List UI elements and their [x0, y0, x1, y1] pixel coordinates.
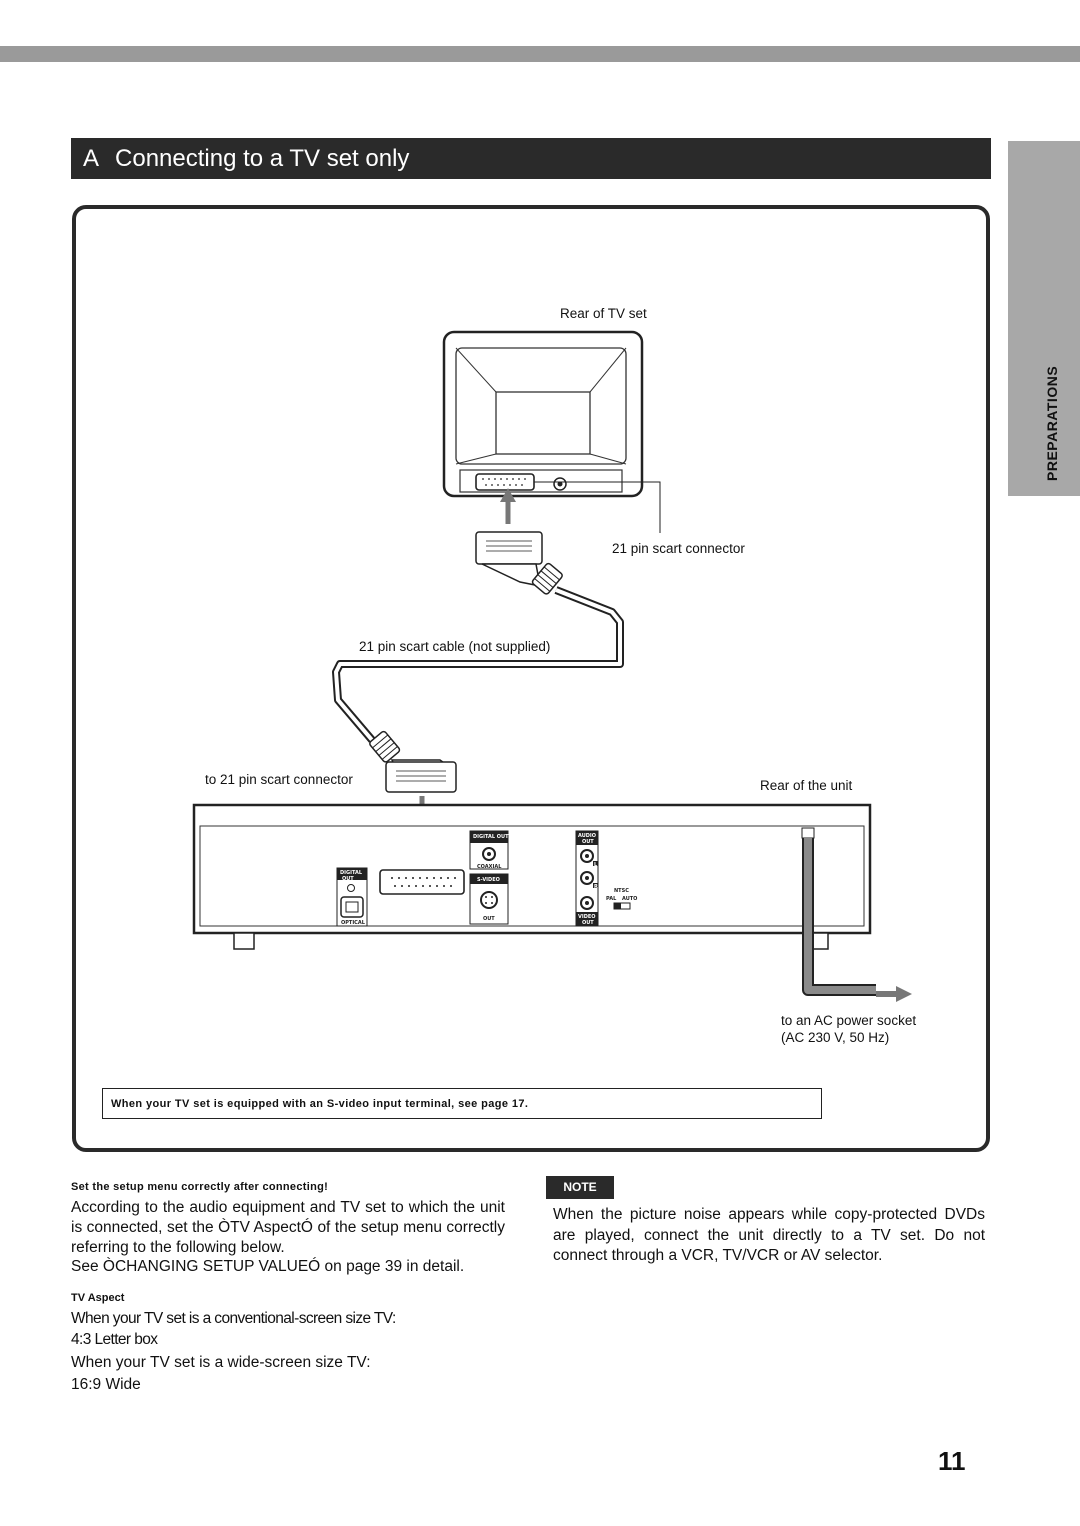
tv-rear-label: Rear of TV set: [560, 306, 647, 321]
section-title: Connecting to a TV set only: [115, 145, 410, 172]
panel-pal-label: PAL: [606, 896, 617, 902]
panel-digital-out-sub-label: OUT: [342, 876, 354, 882]
scart-plug-bottom: [369, 730, 456, 792]
panel-video-out-label: OUT: [582, 920, 594, 926]
panel-digital-label: DIGITAL: [340, 870, 363, 876]
power-socket-label: to an AC power socket: [781, 1013, 917, 1028]
panel-coaxial-label: COAXIAL: [477, 864, 502, 870]
unit-connector-label: to 21 pin scart connector: [205, 772, 353, 787]
panel-audio-out-label: OUT: [582, 839, 594, 845]
panel-audio-label: AUDIO: [578, 833, 597, 839]
wide-tv-value: 16:9 Wide: [71, 1376, 141, 1393]
conventional-tv-value: 4:3 Letter box: [71, 1331, 158, 1348]
panel-r-label: R: [594, 884, 598, 890]
panel-digital-out-label: DIGITAL OUT: [473, 834, 509, 840]
side-tab-label: PREPARATIONS: [1044, 365, 1060, 481]
panel-l-label: L: [594, 862, 598, 868]
see-reference-line: See ÒCHANGING SETUP VALUEÓ on page 39 in detail.: [71, 1258, 465, 1275]
panel-auto-label: AUTO: [622, 896, 638, 902]
tv-aspect-label: TV Aspect: [71, 1292, 125, 1304]
svideo-note-box: When your TV set is equipped with an S-video input terminal, see page 17.: [102, 1088, 822, 1119]
section-letter: A: [83, 145, 100, 172]
unit-rear-illustration: [194, 805, 870, 949]
conventional-tv-line: When your TV set is a conventional-screen size TV:: [71, 1310, 396, 1327]
unit-rear-label: Rear of the unit: [760, 778, 853, 793]
wide-tv-line: When your TV set is a wide-screen size TV:: [71, 1354, 371, 1371]
note-badge: NOTE: [546, 1176, 614, 1199]
setup-heading: Set the setup menu correctly after connecting!: [71, 1181, 329, 1193]
note-text: When the picture noise appears while copy-protected DVDs are played, connect the unit directly to a TV set. Do not connect through a VCR, TV/VCR or AV selector.: [553, 1206, 985, 1264]
page-number: 11: [938, 1446, 966, 1476]
panel-svideo-label: S-VIDEO: [477, 877, 500, 883]
panel-ntsc-label: NTSC: [614, 888, 629, 894]
setup-paragraph: According to the audio equipment and TV set to which the unit is connected, set the ÒTV AspectÓ of the setup menu correctly referring to the following below.: [71, 1199, 505, 1256]
scart-plug-top: [476, 532, 563, 595]
cable-label: 21 pin scart cable (not supplied): [359, 639, 551, 654]
panel-optical-label: OPTICAL: [341, 920, 365, 926]
tv-rear-illustration: [444, 332, 660, 533]
power-spec-label: (AC 230 V, 50 Hz): [781, 1030, 890, 1045]
tv-connector-label: 21 pin scart connector: [612, 541, 745, 556]
panel-svideo-out-label: OUT: [483, 916, 495, 922]
panel-video-label: VIDEO: [578, 914, 596, 920]
